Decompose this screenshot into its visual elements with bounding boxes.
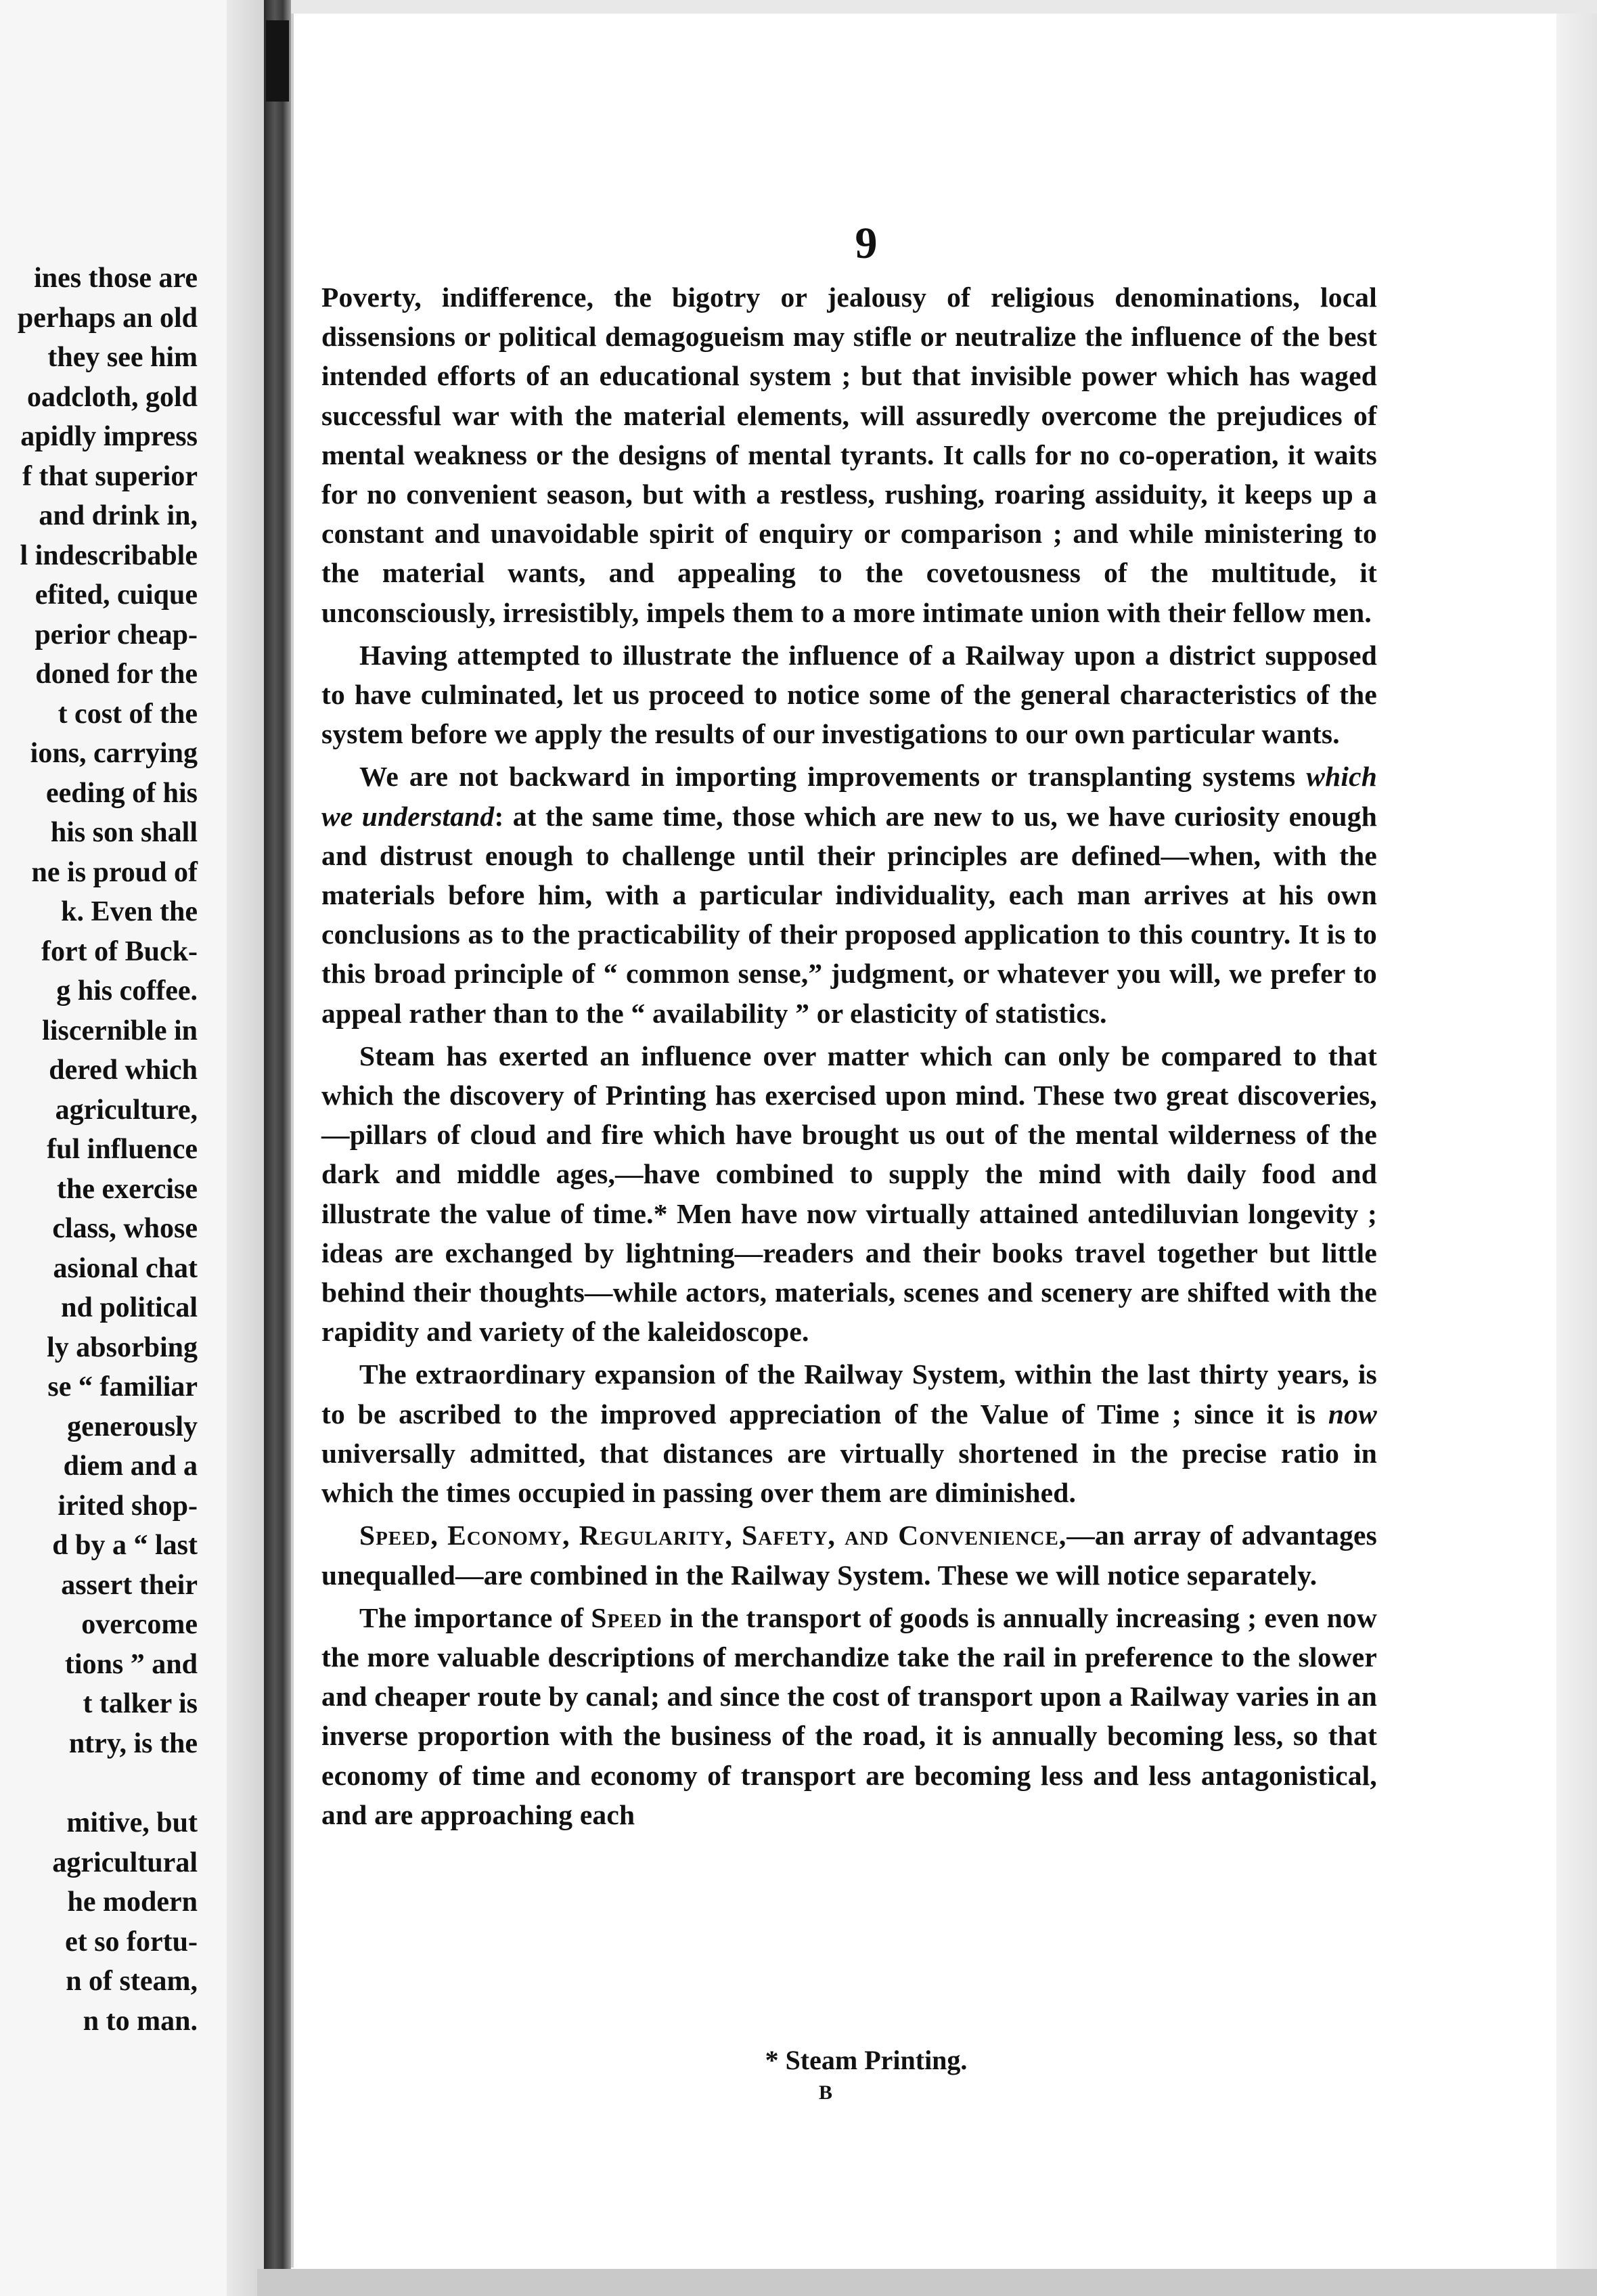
left-page-line: n to man. — [83, 2005, 198, 2037]
left-page-line: d by a “ last — [52, 1530, 198, 1561]
page-number: 9 — [855, 219, 878, 268]
left-page-line: class, whose — [52, 1213, 198, 1244]
left-page-line: liscernible in — [42, 1015, 198, 1046]
left-page-line: diem and a — [63, 1451, 198, 1482]
left-page-line: mitive, but — [66, 1807, 198, 1838]
paragraph-poverty: Poverty, indifference, the bigotry or jealousy of religious denominations, local dissensions or political demagogueism may stifle or neutralize the influence of the best intended efforts of an educational system ; but that invisible power which has waged successful war with the material elements, will assuredly overcome the prejudices of mental weakness or the designs of mental tyrants. It calls for no co-operation, it waits for no convenient season, but with a restless, rushing, roaring assiduity, it keeps up a constant and unavoidable spirit of enquiry or comparison ; and while ministering to the material wants, and appealing to the covetousness of the multitude, it unconsciously, irresistibly, impels them to a more intimate union with their fellow men. — [321, 282, 1377, 628]
left-page-line: and drink in, — [39, 500, 198, 531]
italic-phrase: which we understand — [321, 761, 1377, 832]
left-page-line: perhaps an old — [17, 302, 198, 334]
paragraph-text: The importance of — [359, 1602, 584, 1633]
paragraph-text: : at the same time, those which are new to us, we have curiosity enough and distrust enough to challenge until their principles are defined—when, with the materials before him, with a particular individuality, each man arrives at his own conclusions as to the practicability of their proposed application to this country. It is to this broad principle of “ common sense,” judgment, or whatever you will, we prefer to appeal rather than to the “ availability ” or elasticity of statistics. — [321, 800, 1377, 1029]
left-page-line: se “ familiar — [47, 1371, 198, 1403]
small-caps-list: Speed, Economy, Regularity, Safety, and Convenience, — [359, 1520, 1067, 1551]
top-page-edge — [291, 0, 1597, 15]
left-page-line: ne is proud of — [31, 856, 198, 888]
left-page-text-fragments — [0, 259, 198, 2041]
left-page-line: perior cheap- — [35, 619, 198, 650]
italic-word: now — [1328, 1398, 1377, 1430]
left-page-line: ful influence — [47, 1134, 198, 1165]
left-page-line: doned for the — [35, 659, 198, 690]
left-page-line: g his coffee. — [56, 975, 198, 1007]
left-page-line: he modern — [67, 1886, 198, 1918]
paragraph-text: The extraordinary expansion of the Railway System, within the last thirty years, is to be ascribed to the improved appreciation of the Value of Time ; since it is — [321, 1359, 1377, 1430]
book-gutter — [264, 0, 291, 2296]
left-page-line: ntry, is the — [68, 1727, 198, 1759]
paragraph-steam-influence: Steam has exerted an influence over matter which can only be compared to that which the discovery of Printing has exercised upon mind. These two great discoveries,—pillars of cloud and fire which have brought us out of the mental wilderness of the dark and middle ages,—have combined to supply the mind with daily food and illustrate the value of time.* Men have now virtually attained antediluvian longevity ; ideas are exchanged by lightning—readers and their books travel together but little behind their thoughts—while actors, materials, scenes and scenery are shifted with the rapidity and variety of the kaleidoscope. — [321, 1040, 1377, 1348]
gutter-dark-mark — [266, 20, 289, 102]
left-page-line: tions ” and — [64, 1648, 198, 1680]
left-page-line: t cost of the — [58, 698, 198, 730]
left-page-line: generously — [67, 1411, 198, 1442]
footnote: * Steam Printing. — [765, 2045, 968, 2075]
left-page-line: n of steam, — [66, 1966, 198, 1997]
left-page-line: t talker is — [83, 1688, 198, 1719]
left-page-line: overcome — [81, 1609, 198, 1640]
left-page-line: f that superior — [22, 460, 198, 492]
left-facing-page — [0, 0, 271, 2296]
main-body-text — [321, 278, 1377, 1838]
left-page-line: fort of Buck- — [41, 935, 198, 967]
paragraph-railway-influence: Having attempted to illustrate the influence of a Railway upon a district supposed to have culminated, let us proceed to notice some of the general characteristics of the system before we apply the results of our investigations to our own particular wants. — [321, 639, 1377, 750]
left-page-line: agricultural — [52, 1847, 198, 1878]
left-page-line: the exercise — [57, 1173, 198, 1205]
left-page-line: apidly impress — [20, 421, 198, 452]
left-page-line: assert their — [61, 1569, 198, 1601]
paragraph-text: in the transport of goods is annually increasing ; even now the more valuable descriptions of merchandize take the rail in preference to the slower and cheaper route by canal; and since the cost of transport upon a Railway varies in an inverse proportion with the business of the road, it is annually becoming less, so that economy of time and economy of transport are becoming less and less antagonistical, and are approaching each — [321, 1602, 1378, 1830]
left-page-line: l indescribable — [20, 539, 198, 571]
left-page-line: ines those are — [34, 263, 198, 294]
left-page-line: asional chat — [53, 1252, 198, 1284]
left-page-line: eeding of his — [45, 777, 198, 809]
left-page-line: his son shall — [50, 817, 198, 848]
left-page-line: oadcloth, gold — [26, 381, 198, 413]
paragraph-importing-improvements — [321, 757, 1377, 1032]
left-page-line: nd political — [61, 1292, 198, 1323]
bottom-page-edge — [257, 2269, 1597, 2296]
left-page-line: they see him — [47, 342, 198, 373]
left-page-line: et so fortu- — [65, 1926, 198, 1958]
small-caps-speed: Speed — [591, 1602, 662, 1633]
paragraph-text: universally admitted, that distances are virtually shortened in the precise ratio in which the times occupied in passing over them are diminished. — [321, 1437, 1377, 1509]
signature-mark: B — [818, 2081, 832, 2104]
left-page-line: k. Even the — [61, 896, 198, 927]
left-page-line: ions, carrying — [30, 738, 198, 769]
paragraph-text: —an array of advantages unequalled—are combined in the Railway System. These we will notice separately. — [321, 1520, 1378, 1591]
right-page-edge — [1556, 14, 1597, 2296]
paragraph-speed — [321, 1598, 1377, 1834]
left-page-line: irited shop- — [58, 1490, 198, 1522]
left-page-line: agriculture, — [55, 1094, 198, 1126]
paragraph-railway-expansion — [321, 1354, 1377, 1512]
left-page-line: efited, cuique — [35, 579, 198, 611]
left-page-line: ly absorbing — [47, 1331, 198, 1363]
paragraph-text: We are not backward in importing improvements or transplanting systems — [359, 761, 1296, 793]
left-page-line: dered which — [49, 1055, 198, 1086]
paragraph-advantages-list — [321, 1516, 1377, 1594]
left-page-gap — [0, 1763, 198, 1803]
